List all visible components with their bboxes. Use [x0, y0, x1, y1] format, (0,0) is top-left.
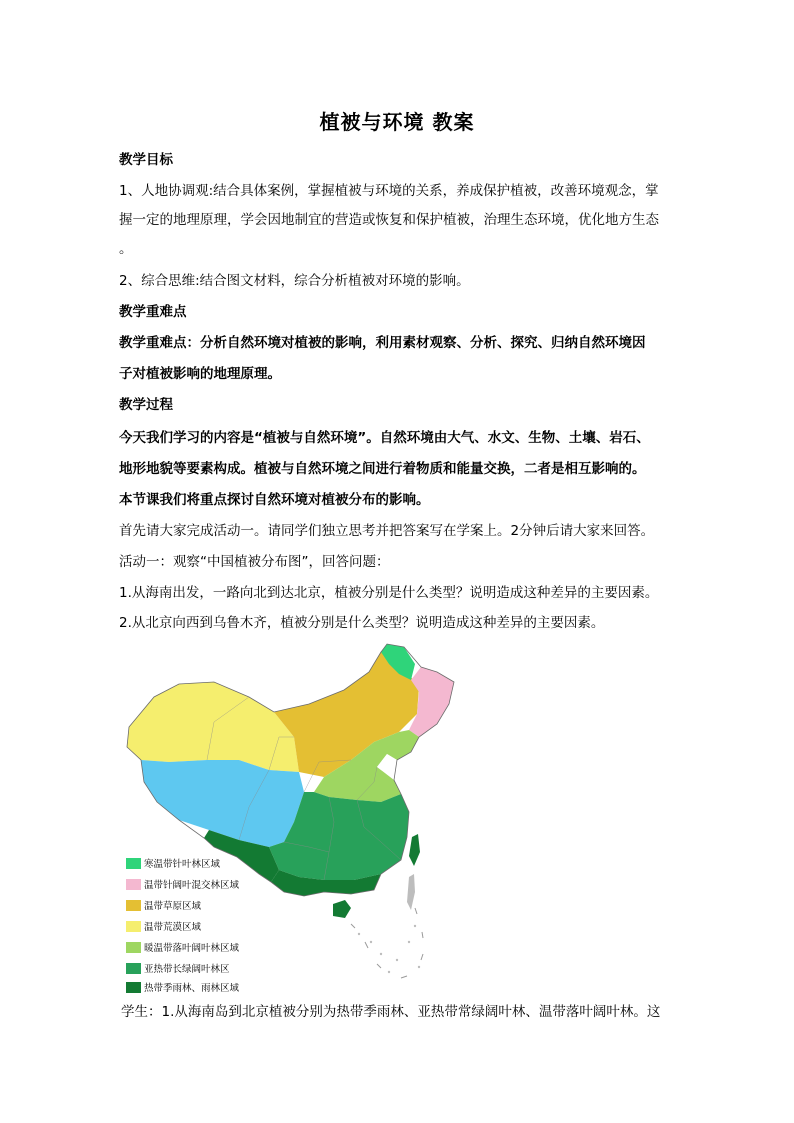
tibet-plateau-region — [141, 760, 304, 847]
legend-swatch — [126, 858, 141, 869]
difficulty-heading: 教学重难点 — [119, 304, 187, 320]
objectives-heading: 教学目标 — [119, 152, 173, 168]
legend-label: 温带草原区域 — [144, 901, 202, 912]
south-china-sea-dashes — [351, 908, 423, 978]
student-answer-text: 1.从海南岛到北京植被分别为热带季雨林、亚热带常绿阔叶林、温带落叶阔叶林。这 — [161, 1004, 661, 1020]
legend-item-temperate-desert — [126, 919, 201, 933]
process-line-4: 首先请大家完成活动一。请同学们独立思考并把答案写在学案上。2分钟后请大家来回答。 — [119, 523, 655, 539]
legend-item-subtropical — [126, 961, 230, 975]
legend-label: 热带季雨林、雨林区域 — [144, 983, 240, 994]
objective-2: 2、综合思维:结合图文材料，综合分析植被对环境的影响。 — [119, 273, 470, 289]
process-line-1: 今天我们学习的内容是“植被与自然环境”。自然环境由大气、水文、生物、土壤、岩石、 — [119, 430, 650, 446]
difficulty-line-1: 教学重难点：分析自然环境对植被的影响，利用素材观察、分析、探究、归纳自然环境因 — [119, 335, 646, 351]
student-label: 学生： — [121, 1004, 162, 1020]
legend-label: 暖温带落叶阔叶林区域 — [144, 943, 240, 954]
legend-item-temperate-steppe — [126, 898, 201, 912]
difficulty-line-2: 子对植被影响的地理原理。 — [119, 366, 281, 382]
legend-label: 温带荒漠区域 — [144, 922, 202, 933]
legend-swatch — [126, 879, 141, 890]
legend-item-cold-temperate — [126, 856, 220, 870]
legend-swatch — [126, 921, 141, 932]
legend-item-temperate-mixed — [126, 877, 239, 891]
objective-1-line-1: 1、人地协调观:结合具体案例，掌握植被与环境的关系，养成保护植被，改善环境观念，掌 — [119, 183, 659, 199]
objective-1-line-2: 握一定的地理原理，学会因地制宜的营造或恢复和保护植被，治理生态环境，优化地方生态 — [119, 212, 659, 228]
question-1: 1.从海南出发，一路向北到达北京，植被分别是什么类型？说明造成这种差异的主要因素。 — [119, 585, 659, 601]
process-line-2: 地形地貌等要素构成。植被与自然环境之间进行着物质和能量交换，二者是相互影响的。 — [119, 461, 646, 477]
legend-swatch — [126, 963, 141, 974]
legend-label: 温带针阔叶混交林区域 — [144, 880, 240, 891]
document-title: 植被与环境 教案 — [319, 110, 475, 134]
legend-item-tropical — [126, 980, 239, 994]
legend-swatch — [126, 900, 141, 911]
activity-line: 活动一：观察“中国植被分布图”，回答问题： — [119, 554, 390, 570]
legend-label: 亚热带长绿阔叶林区 — [144, 964, 230, 975]
legend-swatch — [126, 942, 141, 953]
student-answer — [121, 1000, 701, 1020]
legend-swatch — [126, 982, 141, 993]
legend-label: 寒温带针叶林区域 — [144, 859, 221, 870]
process-heading: 教学过程 — [119, 397, 173, 413]
china-vegetation-map — [119, 642, 464, 987]
taiwan-island — [409, 834, 420, 866]
question-2: 2.从北京向西到乌鲁木齐，植被分别是什么类型？说明造成这种差异的主要因素。 — [119, 615, 605, 631]
legend-item-warm-temperate — [126, 940, 239, 954]
hainan-island — [333, 900, 351, 918]
process-line-3: 本节课我们将重点探讨自然环境对植被分布的影响。 — [119, 492, 430, 508]
objective-1-line-3: 。 — [119, 241, 133, 257]
